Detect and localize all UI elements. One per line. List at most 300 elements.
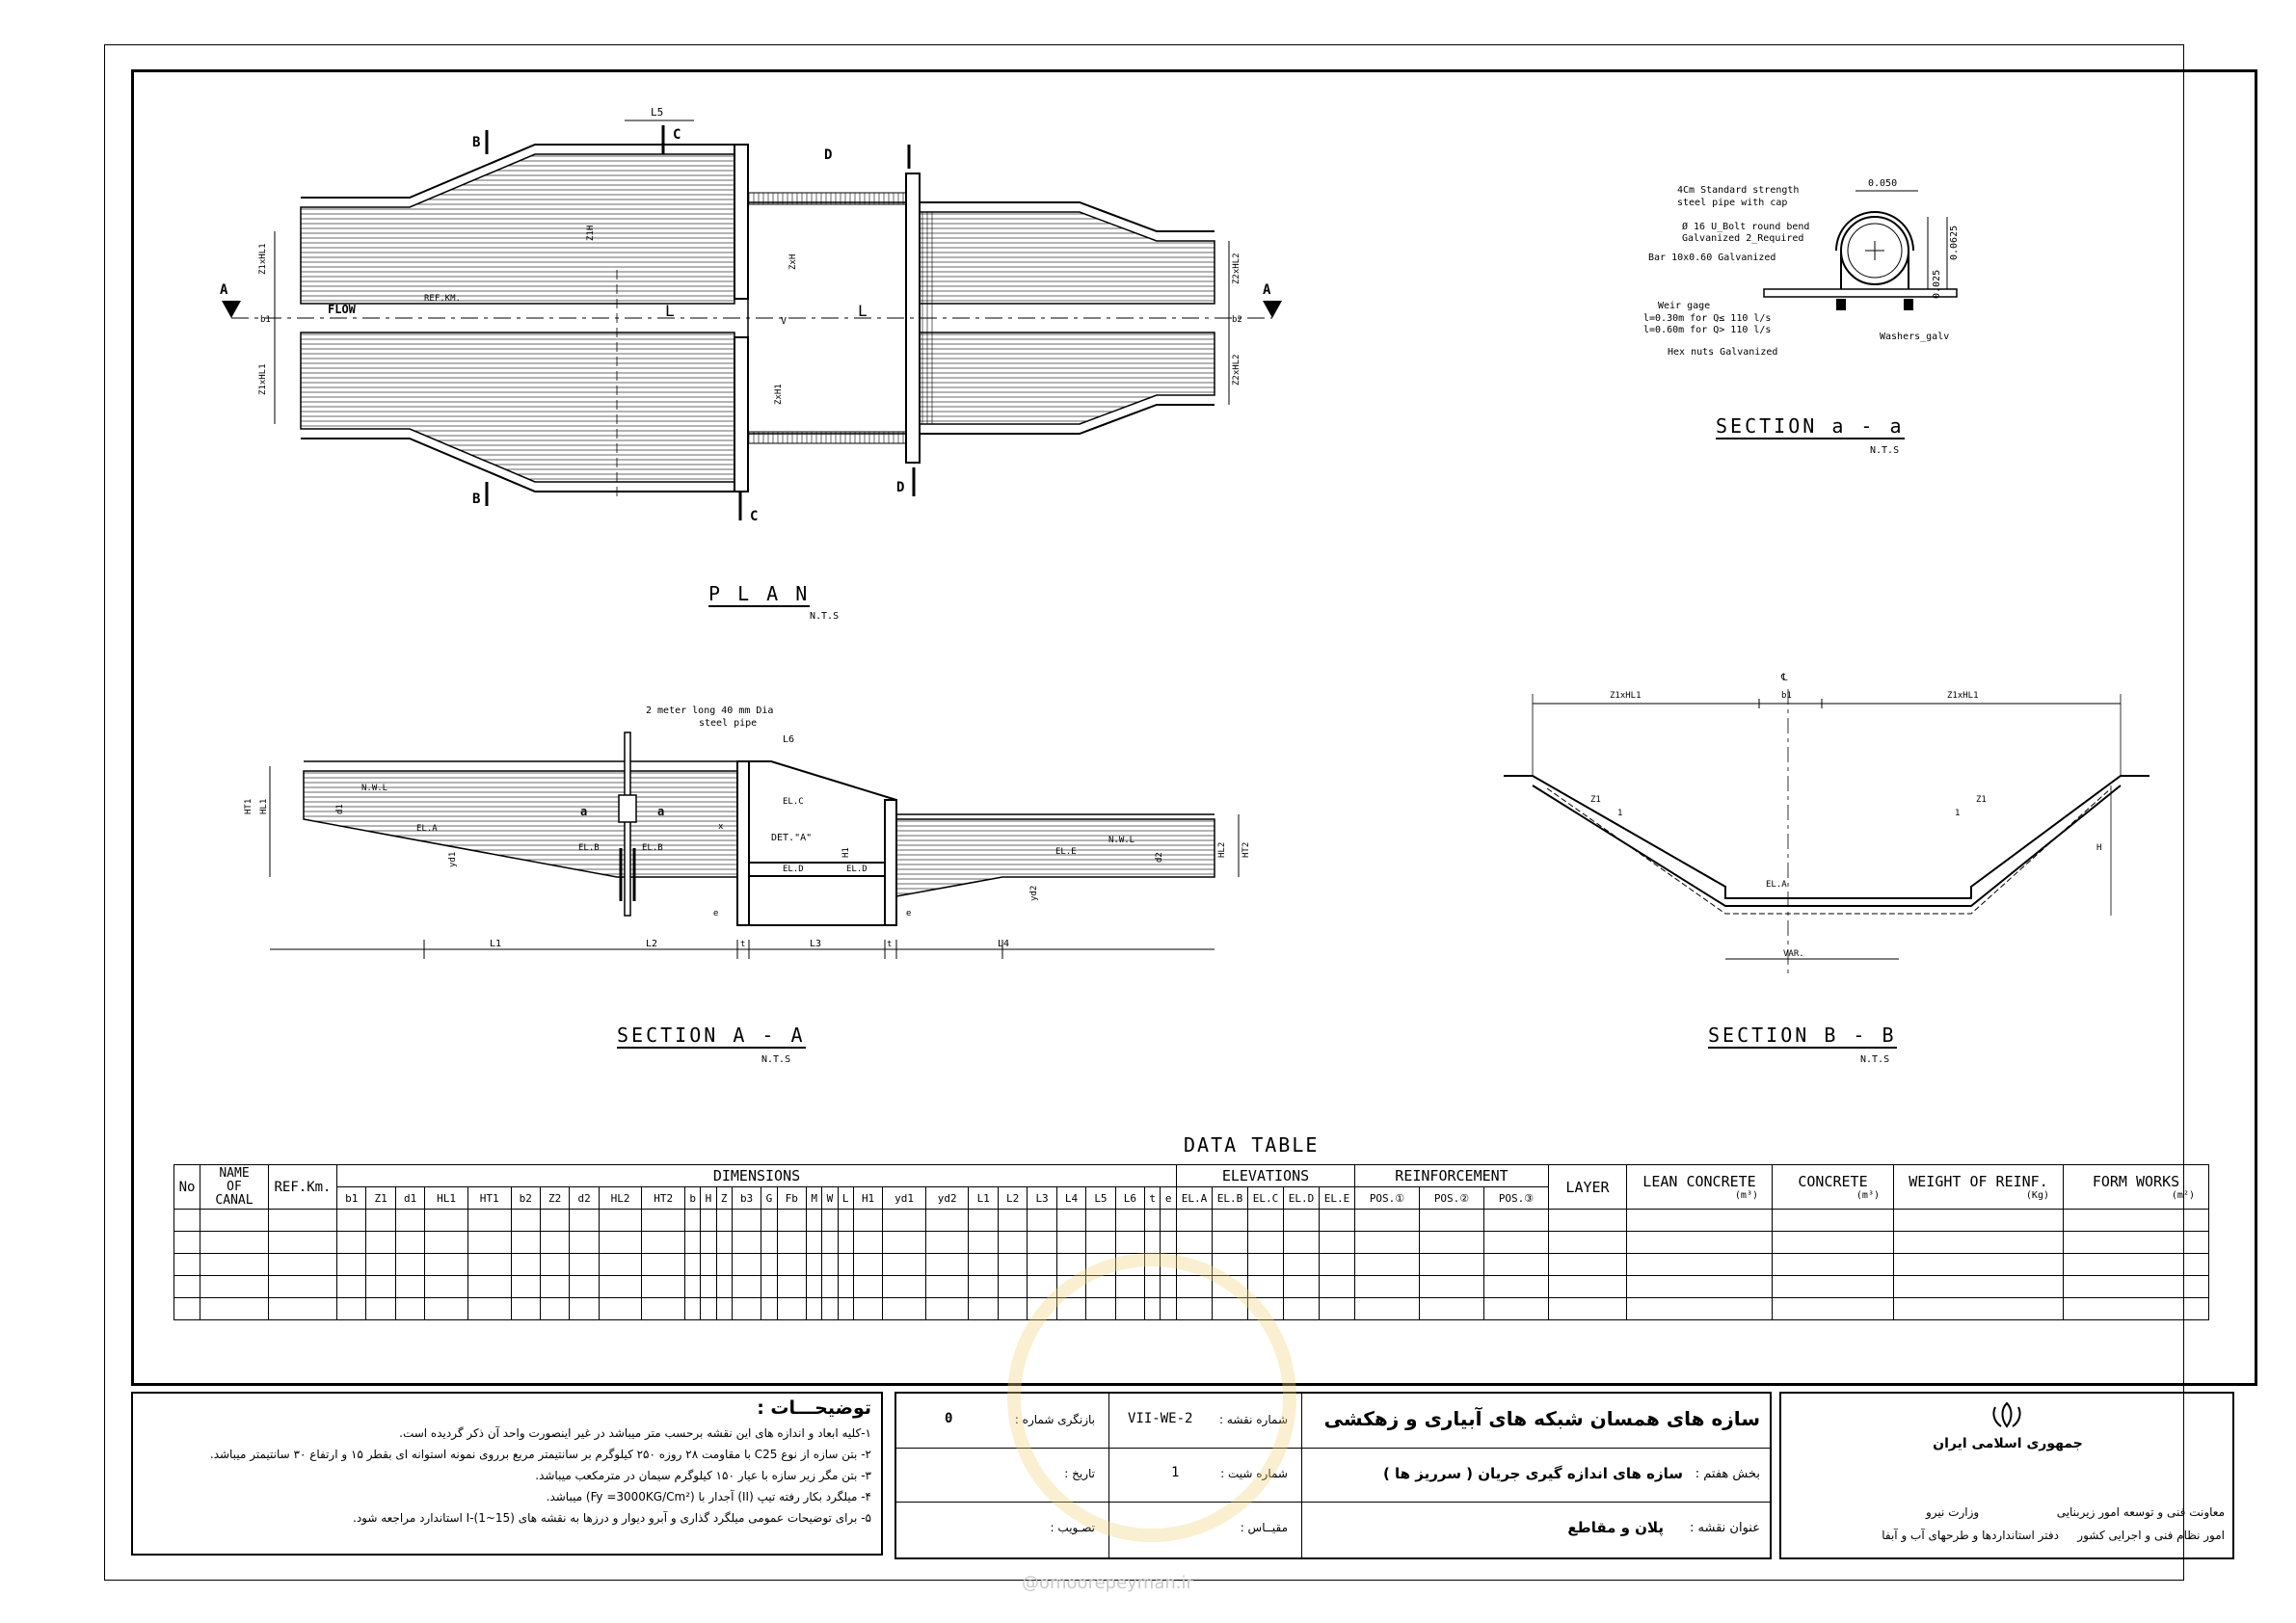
table-cell (2064, 1210, 2209, 1232)
plan-label-b2: b2 (1232, 315, 1242, 325)
table-cell (1145, 1232, 1161, 1254)
table-cell (1248, 1254, 1284, 1276)
revision-value: 0 (945, 1411, 953, 1426)
table-cell (269, 1210, 337, 1232)
table-cell (998, 1298, 1027, 1320)
table-cell (1484, 1254, 1549, 1276)
saa-h1: H1 (841, 847, 851, 858)
dt-col-b1: b1 (337, 1187, 366, 1210)
sbb-left: Z1xHL1 (1610, 691, 1642, 701)
plan-label-c-bottom: C (750, 509, 759, 524)
table-cell (853, 1232, 882, 1254)
table-cell (883, 1254, 926, 1276)
sbb-one-left: 1 (1617, 809, 1623, 818)
table-cell (200, 1254, 269, 1276)
saa-eld: EL.D (783, 865, 804, 874)
dt-weight-label: WEIGHT OF REINF. (1909, 1173, 2048, 1190)
plan-label-c-top: C (673, 127, 681, 143)
dt-col-Z2: Z2 (540, 1187, 569, 1210)
saa-x: x (718, 822, 724, 832)
saa-d1: d1 (335, 804, 345, 814)
saa-hl1: HL1 (259, 798, 269, 814)
table-cell (883, 1298, 926, 1320)
plan-title: P L A N (708, 582, 811, 605)
table-cell (761, 1254, 777, 1276)
saa-yd2: yd2 (1029, 885, 1039, 901)
table-cell (425, 1210, 468, 1232)
table-cell (838, 1298, 853, 1320)
dt-col-pos: POS.③ (1484, 1187, 1549, 1210)
table-cell (701, 1298, 716, 1320)
plan-label-ref: REF.KM. (424, 294, 461, 304)
table-cell (599, 1232, 642, 1254)
drawing-title-value: پلان و مقاطع (1567, 1519, 1664, 1536)
drawing-title-label: عنوان نقشه : (1690, 1521, 1760, 1535)
table-cell (570, 1276, 599, 1298)
table-cell (701, 1276, 716, 1298)
table-cell (685, 1298, 701, 1320)
dt-col-L2: L2 (998, 1187, 1027, 1210)
dt-col-EL.D: EL.D (1284, 1187, 1320, 1210)
table-cell (570, 1232, 599, 1254)
table-cell (998, 1276, 1027, 1298)
table-cell (467, 1276, 511, 1298)
table-cell (838, 1254, 853, 1276)
dt-layer: LAYER (1549, 1165, 1627, 1210)
table-cell (807, 1298, 822, 1320)
dt-col-H: H (701, 1187, 716, 1210)
table-cell (701, 1232, 716, 1254)
table-cell (1284, 1210, 1320, 1232)
table-cell (642, 1298, 685, 1320)
dt-name-line: OF (227, 1179, 242, 1194)
dt-col-H1: H1 (853, 1187, 882, 1210)
table-cell (1627, 1276, 1773, 1298)
dt-col-L4: L4 (1056, 1187, 1085, 1210)
dt-header-row-1 (174, 1165, 2209, 1187)
plan-label-zxh1: ZxH1 (774, 384, 784, 405)
table-cell (1145, 1210, 1161, 1232)
sa-callout-10: Washers_galv (1880, 332, 1950, 342)
dt-col-Fb: Fb (777, 1187, 806, 1210)
table-cell (853, 1298, 882, 1320)
dt-col-HT2: HT2 (642, 1187, 685, 1210)
sa-callout-9: Hex nuts Galvanized (1668, 347, 1778, 358)
table-cell (807, 1232, 822, 1254)
sa-callout-4: Galvanized 2_Required (1682, 233, 1804, 244)
saa-pipe-2: steel pipe (699, 718, 758, 729)
dt-lean-label: LEAN CONCRETE (1642, 1173, 1756, 1190)
plan-label-z2hl2-bottom: Z2xHL2 (1232, 354, 1241, 386)
plan-label-z2hl2-top: Z2xHL2 (1232, 253, 1241, 284)
sa-callout-6: Weir gage (1658, 301, 1711, 311)
table-cell (1248, 1232, 1284, 1254)
table-cell (1894, 1254, 2064, 1276)
table-cell (366, 1232, 395, 1254)
table-cell (1894, 1232, 2064, 1254)
table-cell (1161, 1232, 1177, 1254)
sa-dim-00625: 0.0625 (1949, 225, 1960, 260)
saa-e-left: e (713, 909, 719, 918)
table-cell (425, 1232, 468, 1254)
table-cell (807, 1210, 822, 1232)
table-cell (200, 1298, 269, 1320)
table-cell (807, 1276, 822, 1298)
table-cell (685, 1232, 701, 1254)
plan-label-z1h: Z1H (586, 225, 596, 241)
table-cell (1355, 1254, 1420, 1276)
notes-box (131, 1392, 883, 1556)
table-cell (732, 1232, 761, 1254)
table-cell (1320, 1276, 1355, 1298)
dt-col-yd2: yd2 (925, 1187, 969, 1210)
saa-ht2: HT2 (1241, 841, 1251, 858)
saa-elb: EL.B (578, 843, 600, 853)
sbb-cl: ℄ (1781, 673, 1788, 683)
plan-label-b-top: B (472, 135, 481, 150)
table-cell (540, 1210, 569, 1232)
table-cell (599, 1210, 642, 1232)
table-cell (925, 1298, 969, 1320)
saa-nwl: N.W.L (361, 784, 388, 793)
table-cell (425, 1298, 468, 1320)
republic-label: جمهوری اسلامی ایران (1933, 1436, 2083, 1451)
table-cell (2064, 1254, 2209, 1276)
dt-col-HL2: HL2 (599, 1187, 642, 1210)
plan-label-l2: L (858, 302, 868, 320)
dt-reinforcement: REINFORCEMENT (1355, 1165, 1549, 1187)
office-label: امور نظام فنی و اجرایی کشور (2077, 1529, 2225, 1542)
saa-a-left: a (580, 805, 588, 818)
sbb-z1-left: Z1 (1590, 795, 1601, 805)
dt-weight-unit: (Kg) (2025, 1190, 2049, 1201)
table-cell (540, 1254, 569, 1276)
sa-callout-7: l=0.30m for Q≤ 110 l/s (1643, 313, 1772, 324)
table-cell (1177, 1210, 1213, 1232)
table-cell (642, 1254, 685, 1276)
table-cell (925, 1254, 969, 1276)
table-cell (425, 1276, 468, 1298)
plan-label-d-bottom: D (896, 480, 905, 495)
table-cell (395, 1276, 424, 1298)
table-cell (467, 1210, 511, 1232)
saa-e-right: e (906, 909, 912, 918)
iran-emblem-icon (1988, 1401, 2026, 1430)
table-cell (174, 1254, 200, 1276)
sbb-var: VAR. (1783, 949, 1804, 959)
table-cell (1773, 1254, 1894, 1276)
saa-ela: EL.A (416, 824, 438, 834)
dt-col-Z1: Z1 (366, 1187, 395, 1210)
dt-concrete-unit: (m³) (1855, 1190, 1880, 1201)
saa-t-right: t (887, 940, 893, 949)
table-cell (761, 1298, 777, 1320)
table-cell (570, 1298, 599, 1320)
table-cell (1773, 1276, 1894, 1298)
dt-col-b3: b3 (732, 1187, 761, 1210)
revision-label: بازنگری شماره : (1014, 1413, 1095, 1426)
plan-view (193, 96, 1330, 559)
saa-t-left: t (740, 940, 746, 949)
table-cell (1355, 1210, 1420, 1232)
dt-weight (1894, 1165, 2064, 1210)
dt-col-pos: POS.② (1420, 1187, 1484, 1210)
table-cell (1086, 1232, 1115, 1254)
saa-a-right: a (657, 805, 665, 818)
table-cell (540, 1298, 569, 1320)
saa-yd1: yd1 (448, 851, 458, 867)
table-cell (366, 1298, 395, 1320)
table-cell (761, 1276, 777, 1298)
table-cell (716, 1210, 732, 1232)
dt-col-yd1: yd1 (883, 1187, 926, 1210)
table-cell (1320, 1254, 1355, 1276)
table-cell (200, 1210, 269, 1232)
table-cell (777, 1232, 806, 1254)
section-BB-title: SECTION B - B (1708, 1024, 1897, 1047)
table-cell (511, 1210, 540, 1232)
plan-label-l5: L5 (651, 106, 664, 119)
table-cell (1549, 1232, 1627, 1254)
sbb-h: H (2096, 843, 2102, 853)
sa-dim-0050: 0.050 (1868, 178, 1898, 189)
table-cell (337, 1276, 366, 1298)
table-cell (1028, 1254, 1056, 1276)
table-cell (1627, 1210, 1773, 1232)
table-cell (599, 1276, 642, 1298)
table-cell (570, 1210, 599, 1232)
table-cell (998, 1254, 1027, 1276)
table-cell (1484, 1298, 1549, 1320)
dt-col-b2: b2 (511, 1187, 540, 1210)
plan-label-b1: b1 (260, 315, 271, 325)
dt-col-HL1: HL1 (425, 1187, 468, 1210)
sbb-right: Z1xHL1 (1947, 691, 1979, 701)
table-cell (1420, 1276, 1484, 1298)
table-cell (1248, 1210, 1284, 1232)
saa-elc: EL.C (783, 797, 804, 807)
table-row (174, 1232, 2209, 1254)
sa-callout-5: Bar 10x0.60 Galvanized (1648, 253, 1776, 263)
table-cell (998, 1232, 1027, 1254)
deputy-label: معاونت فنی و توسعه امور زیربنایی (2056, 1505, 2225, 1519)
table-cell (761, 1210, 777, 1232)
table-cell (925, 1210, 969, 1232)
table-cell (467, 1232, 511, 1254)
table-cell (969, 1298, 998, 1320)
saa-ele: EL.E (1055, 847, 1077, 857)
table-cell (1549, 1276, 1627, 1298)
table-cell (732, 1276, 761, 1298)
section-a-small-nts: N.T.S (1870, 445, 1900, 456)
table-cell (732, 1254, 761, 1276)
table-cell (1484, 1276, 1549, 1298)
table-cell (1773, 1210, 1894, 1232)
table-cell (1484, 1232, 1549, 1254)
table-cell (269, 1298, 337, 1320)
table-cell (1056, 1232, 1085, 1254)
table-cell (269, 1254, 337, 1276)
table-cell (467, 1254, 511, 1276)
section-BB-nts: N.T.S (1860, 1054, 1890, 1065)
table-cell (642, 1276, 685, 1298)
section-a-small-view (1639, 173, 1986, 366)
table-cell (1549, 1210, 1627, 1232)
sbb-one-right: 1 (1955, 809, 1961, 818)
table-cell (1284, 1254, 1320, 1276)
notes-line-1: ۱-کلیه ابعاد و اندازه های این نقشه برحسب متر میباشد در غیر اینصورت واحد آن ذکر گردیده است. (399, 1426, 871, 1440)
table-cell (777, 1210, 806, 1232)
section-AA-nts: N.T.S (761, 1054, 791, 1065)
table-cell (1320, 1232, 1355, 1254)
table-cell (1284, 1232, 1320, 1254)
dt-ref: REF.Km. (269, 1165, 337, 1210)
table-cell (1484, 1210, 1549, 1232)
table-cell (642, 1232, 685, 1254)
section-label: بخش هفتم : (1695, 1467, 1760, 1481)
table-cell (2064, 1232, 2209, 1254)
table-cell (599, 1254, 642, 1276)
plan-label-b-bottom: B (472, 492, 481, 507)
table-cell (1320, 1210, 1355, 1232)
dt-no: No (174, 1165, 200, 1210)
drawing-no-value: VII-WE-2 (1128, 1411, 1193, 1426)
main-title: سازه های همسان شبکه های آبیاری و زهکشی (1323, 1407, 1760, 1430)
notes-line-2: ۲- بتن سازه از نوع C25 با مقاومت ۲۸ روزه ۲۵۰ کیلوگرم بر سانتیمتر مربع برروی نمونه استوانه ای بقطر ۱۵ و ارتفاع ۳۰ سانتیمتر میباشد. (209, 1448, 871, 1461)
saa-pipe-1: 2 meter long 40 mm Dia (646, 705, 774, 716)
table-cell (777, 1276, 806, 1298)
table-cell (1086, 1210, 1115, 1232)
table-cell (1115, 1210, 1144, 1232)
table-cell (716, 1232, 732, 1254)
approval-label: تصـویب : (1050, 1521, 1095, 1534)
plan-label-l1: L (665, 302, 675, 320)
dt-col-EL.E: EL.E (1320, 1187, 1355, 1210)
table-cell (337, 1232, 366, 1254)
table-cell (1420, 1298, 1484, 1320)
dt-name-line: NAME (219, 1165, 250, 1181)
sheet-value: 1 (1171, 1465, 1180, 1480)
dt-concrete-label: CONCRETE (1798, 1173, 1868, 1190)
plan-label-d-top: D (824, 147, 833, 163)
plan-label-flow: FLOW (328, 303, 356, 316)
sbb-ela: EL.A (1766, 880, 1787, 890)
sbb-mid: b1 (1781, 691, 1792, 701)
table-cell (822, 1210, 838, 1232)
table-cell (366, 1254, 395, 1276)
plan-label-zxh: ZxH (788, 253, 798, 270)
table-cell (174, 1210, 200, 1232)
dt-form-label: FORM WORKS (2092, 1173, 2180, 1190)
table-cell (1773, 1232, 1894, 1254)
table-cell (1213, 1210, 1248, 1232)
saa-det: DET."A" (771, 833, 813, 843)
table-cell (1420, 1254, 1484, 1276)
dt-col-L3: L3 (1028, 1187, 1056, 1210)
notes-line-3: ۳- بتن مگر زیر سازه با عیار ۱۵۰ کیلوگرم سیمان در مترمکعب میباشد. (535, 1469, 871, 1482)
table-cell (1894, 1276, 2064, 1298)
dt-col-L5: L5 (1086, 1187, 1115, 1210)
saa-l3: L3 (810, 939, 822, 949)
saa-l6: L6 (783, 734, 795, 745)
plan-label-a-right: A (1263, 282, 1271, 298)
sa-callout-1: 4Cm Standard strength (1677, 185, 1800, 196)
table-cell (777, 1298, 806, 1320)
table-cell (685, 1276, 701, 1298)
plan-nts: N.T.S (810, 611, 840, 622)
dt-lean (1627, 1165, 1773, 1210)
dt-name (200, 1165, 269, 1210)
table-cell (1894, 1298, 2064, 1320)
dt-col-G: G (761, 1187, 777, 1210)
notes-title: توضیحـــات : (757, 1397, 871, 1419)
table-cell (337, 1210, 366, 1232)
saa-nwl2: N.W.L (1108, 836, 1135, 845)
table-cell (838, 1232, 853, 1254)
section-a-small-title: SECTION a - a (1716, 414, 1905, 438)
table-cell (642, 1210, 685, 1232)
table-cell (838, 1276, 853, 1298)
sa-dim-0025: 0.025 (1932, 269, 1942, 299)
table-cell (1420, 1210, 1484, 1232)
table-cell (570, 1254, 599, 1276)
table-cell (732, 1210, 761, 1232)
table-cell (1420, 1232, 1484, 1254)
ministry-label: وزارت نیرو (1926, 1505, 1980, 1519)
table-cell (925, 1276, 969, 1298)
table-cell (467, 1298, 511, 1320)
plan-label-z1hl1-bottom: Z1xHL1 (258, 363, 268, 395)
plan-label-v: V (781, 316, 788, 327)
table-cell (701, 1254, 716, 1276)
table-cell (1056, 1210, 1085, 1232)
table-cell (337, 1254, 366, 1276)
table-cell (1355, 1276, 1420, 1298)
table-cell (732, 1298, 761, 1320)
table-cell (1161, 1210, 1177, 1232)
table-cell (838, 1210, 853, 1232)
table-cell (1028, 1232, 1056, 1254)
table-cell (395, 1254, 424, 1276)
table-row (174, 1210, 2209, 1232)
saa-l2: L2 (646, 939, 658, 949)
section-AA-view (231, 694, 1272, 983)
dt-name-line: CANAL (215, 1192, 254, 1208)
table-cell (2064, 1276, 2209, 1298)
table-cell (540, 1232, 569, 1254)
table-cell (395, 1298, 424, 1320)
table-cell (761, 1232, 777, 1254)
notes-line-5: ۵- برای توضیحات عمومی میلگرد گذاری و آبرو دیوار و درزها به نقشه های (15~1)-I استاندارد مراجعه شود. (353, 1511, 871, 1525)
table-cell (883, 1276, 926, 1298)
dt-col-L6: L6 (1115, 1187, 1144, 1210)
table-cell (969, 1276, 998, 1298)
plan-label-a-left: A (220, 282, 228, 298)
table-cell (716, 1254, 732, 1276)
table-cell (883, 1232, 926, 1254)
watermark-logo (1007, 1253, 1296, 1542)
table-cell (2064, 1298, 2209, 1320)
data-table-title: DATA TABLE (1184, 1133, 1320, 1157)
table-cell (1355, 1298, 1420, 1320)
table-cell (1115, 1232, 1144, 1254)
table-cell (1355, 1232, 1420, 1254)
table-cell (337, 1298, 366, 1320)
notes-line-4: ۴- میلگرد بکار رفته تیپ (II) آجدار با (Fy =3000KG/Cm²) میباشد. (546, 1490, 871, 1503)
section-AA-title: SECTION A - A (617, 1024, 806, 1047)
table-cell (1213, 1232, 1248, 1254)
table-cell (716, 1298, 732, 1320)
